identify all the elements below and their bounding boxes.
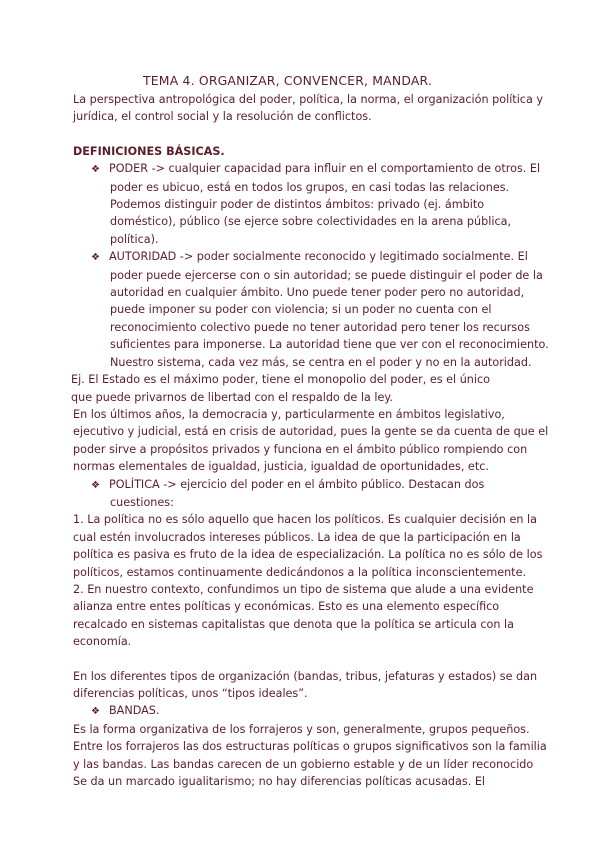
autoridad-line: reconocimiento colectivo puede no tener autoridad pero tener los recursos bbox=[110, 320, 530, 334]
point-one-line: cual estén involucrados intereses públicos. La idea de que la participación en la bbox=[73, 530, 521, 544]
autoridad-line: puede imponer su poder con violencia; si un poder no cuenta con el bbox=[110, 303, 492, 317]
list-item-politica bbox=[73, 476, 533, 494]
politica-definition: POLÍTICA -> ejercicio del poder en el ámbito público. Destacan dos bbox=[109, 477, 485, 491]
list-item-poder bbox=[73, 160, 541, 178]
point-one-line: políticos, estamos continuamente dedicándonos a la política inconscientemente. bbox=[73, 565, 527, 579]
poder-line: Podemos distinguir poder de distintos ámbitos: privado (ej. ámbito bbox=[110, 198, 485, 212]
list-item-autoridad bbox=[73, 248, 533, 266]
bandas-line: Entre los forrajeros las dos estructuras políticas o grupos significativos son la familia bbox=[73, 740, 547, 754]
point-two-line: 2. En nuestro contexto, confundimos un tipo de sistema que alude a una evidente bbox=[73, 582, 534, 596]
autoridad-line: suficientes para imponerse. La autoridad tiene que ver con el reconocimiento. bbox=[110, 338, 549, 352]
estado-line: Ej. El Estado es el máximo poder, tiene el monopolio del poder, es el único bbox=[71, 373, 490, 387]
bandas-label: BANDAS. bbox=[109, 704, 160, 718]
diamond-bullet-icon: ❖ bbox=[91, 706, 100, 718]
point-two-line: recalcado en sistemas capitalistas que denota que la política se articula con la bbox=[73, 617, 514, 631]
tipos-line: En los diferentes tipos de organización (bandas, tribus, jefaturas y estados) se dan bbox=[73, 669, 538, 683]
diamond-bullet-icon: ❖ bbox=[91, 479, 100, 491]
list-item-bandas bbox=[73, 702, 533, 720]
tipos-line: diferencias políticas, unos “tipos ideales”. bbox=[73, 687, 308, 700]
politica-line: cuestiones: bbox=[110, 495, 174, 509]
page-title: TEMA 4. ORGANIZAR, CONVENCER, MANDAR. bbox=[143, 73, 433, 88]
poder-definition: PODER -> cualquier capacidad para influir en el comportamiento de otros. El bbox=[109, 162, 541, 176]
diamond-bullet-icon: ❖ bbox=[91, 252, 100, 264]
autoridad-definition: AUTORIDAD -> poder socialmente reconocido y legitimado socialmente. El bbox=[109, 250, 528, 264]
bandas-line: Es la forma organizativa de los forrajeros y son, generalmente, grupos pequeños. bbox=[73, 722, 530, 736]
point-two-line: economía. bbox=[73, 635, 132, 649]
estado-line: que puede privarnos de libertad con el respaldo de la ley. bbox=[71, 390, 393, 404]
document-body bbox=[71, 91, 549, 790]
crisis-line: poder sirve a propósitos privados y funciona en el ámbito público rompiendo con bbox=[73, 442, 528, 456]
bandas-line: Se da un marcado igualitarismo; no hay diferencias políticas acusadas. El bbox=[73, 775, 486, 789]
point-two-line: alianza entre entes políticas y económicas. Esto es una elemento específico bbox=[73, 600, 500, 614]
autoridad-line: poder puede ejercerse con o sin autoridad; se puede distinguir el poder de la bbox=[110, 268, 543, 282]
crisis-line: En los últimos años, la democracia y, particularmente en ámbitos legislativo, bbox=[73, 407, 505, 421]
intro-line: La perspectiva antropológica del poder, política, la norma, el organización política y bbox=[73, 93, 543, 106]
point-one-line: política es pasiva es fruto de la idea de especialización. La política no es sólo de los bbox=[73, 548, 543, 562]
point-one-line: 1. La política no es sólo aquello que hacen los políticos. Es cualquier decisión en la bbox=[73, 513, 537, 527]
autoridad-line: autoridad en cualquier ámbito. Uno puede tener poder pero no autoridad, bbox=[110, 286, 525, 300]
autoridad-line: Nuestro sistema, cada vez más, se centra en el poder y no en la autoridad. bbox=[110, 355, 532, 369]
intro-line: jurídica, el control social y la resolución de conflictos. bbox=[73, 110, 372, 124]
crisis-line: normas elementales de igualdad, justicia, igualdad de oportunidades, etc. bbox=[73, 460, 489, 474]
crisis-line: ejecutivo y judicial, está en crisis de autoridad, pues la gente se da cuenta de que el bbox=[73, 425, 549, 439]
poder-line: poder es ubicuo, está en todos los grupos, en casi todas las relaciones. bbox=[110, 180, 510, 194]
poder-line: política). bbox=[110, 232, 159, 246]
poder-line: doméstico), público (se ejerce sobre colectividades en la arena pública, bbox=[110, 215, 512, 229]
diamond-bullet-icon: ❖ bbox=[91, 164, 100, 176]
section-heading: DEFINICIONES BÁSICAS. bbox=[73, 144, 225, 158]
bandas-line: y las bandas. Las bandas carecen de un gobierno estable y de un líder reconocido bbox=[73, 757, 534, 771]
